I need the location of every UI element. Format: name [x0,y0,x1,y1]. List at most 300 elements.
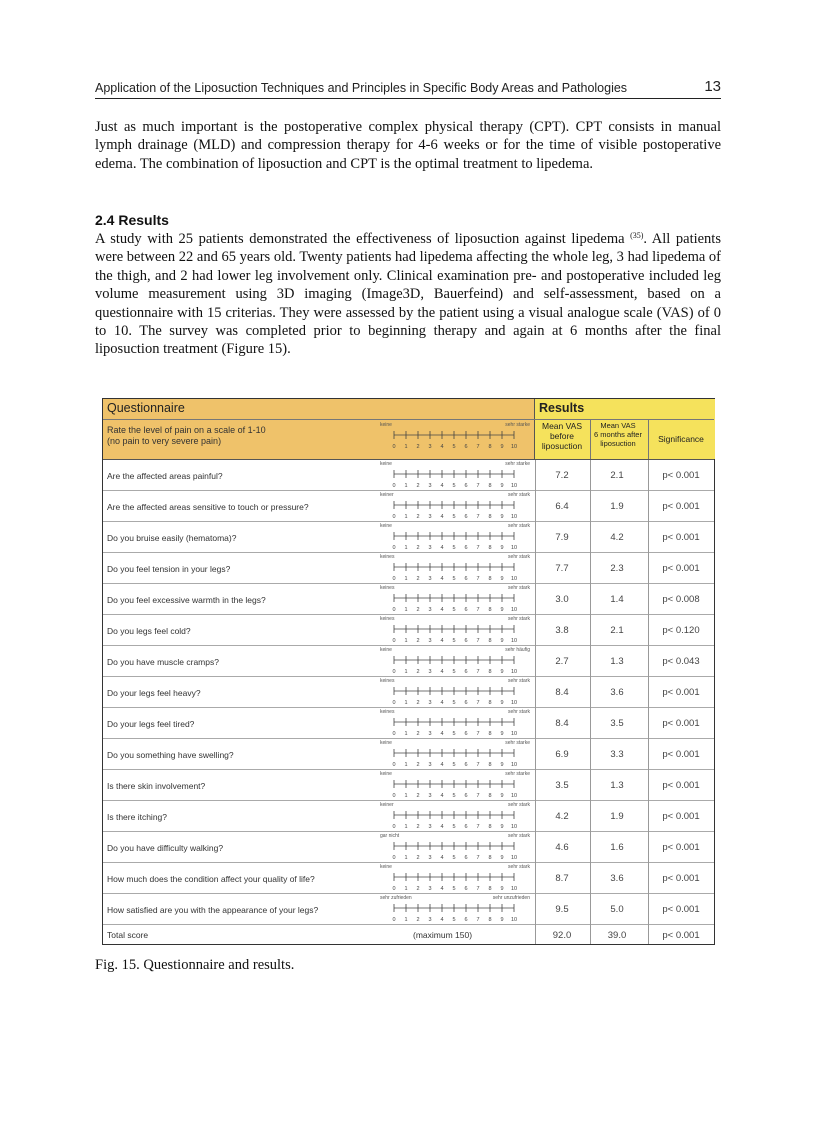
ruler-tick-label: 8 [488,917,492,923]
ruler-tick-label: 7 [476,514,480,520]
ruler-tick-label: 10 [510,917,518,923]
ruler-tick-label: 0 [392,824,396,830]
ruler-tick-label: 2 [416,483,420,489]
vas-scale [380,894,530,925]
table-row [103,708,714,739]
mean-vas-before: 4.6 [555,842,569,853]
vas-left-label: gar nicht [380,833,400,839]
mean-vas-after: 1.9 [610,811,624,822]
question-text: Do you have difficulty walking? [107,843,224,853]
table-row [103,739,714,770]
ruler-tick-label: 0 [392,855,396,861]
ruler-tick-label: 6 [464,886,468,892]
instruction-scale-left-label: keine [380,422,392,428]
ruler-tick-label: 7 [476,700,480,706]
ruler-tick-label: 2 [416,638,420,644]
ruler-tick-label: 8 [488,444,492,450]
mean-vas-after: 1.3 [610,780,624,791]
vas-scale [380,553,530,584]
ruler-tick-label: 3 [428,793,432,799]
vas-left-label: keine [380,523,392,529]
mean-vas-after: 3.3 [610,749,624,760]
ruler-tick-label: 10 [510,855,518,861]
vas-left-label: keine [380,771,392,777]
instruction-line-2: (no pain to very severe pain) [107,436,222,446]
ruler-tick-label: 8 [488,669,492,675]
vas-right-label: sehr stark [508,554,530,560]
ruler-tick-label: 9 [500,576,504,582]
vas-scale [380,832,530,863]
ruler-tick-label: 4 [440,607,444,613]
ruler-tick-label: 3 [428,824,432,830]
table-row [103,863,714,894]
ruler-tick-label: 5 [452,545,456,551]
ruler-tick-label: 6 [464,669,468,675]
significance-value: p< 0.001 [662,904,700,915]
ruler-tick-label: 4 [440,576,444,582]
ruler-tick-label: 9 [500,638,504,644]
ruler-tick-label: 10 [510,731,518,737]
question-text: Do you bruise easily (hematoma)? [107,533,237,543]
ruler-tick-label: 6 [464,638,468,644]
ruler-tick-label: 9 [500,917,504,923]
ruler-tick-label: 1 [404,638,408,644]
table-row [103,646,714,677]
column-divider [648,460,649,944]
ruler-tick-label: 6 [464,824,468,830]
table-row [103,832,714,863]
vas-scale [380,770,530,801]
ruler-tick-label: 3 [428,855,432,861]
mean-vas-before: 4.2 [555,811,569,822]
ruler-tick-label: 6 [464,545,468,551]
ruler-tick-label: 8 [488,483,492,489]
vas-ruler [380,499,530,523]
ruler-tick-label: 6 [464,607,468,613]
instruction-scale-right-label: sehr starke [505,422,530,428]
ruler-tick-label: 1 [404,514,408,520]
ruler-tick-label: 4 [440,545,444,551]
ruler-tick-label: 7 [476,483,480,489]
question-text: Do your legs feel tired? [107,719,195,729]
ruler-tick-label: 8 [488,855,492,861]
vas-left-label: keines [380,554,395,560]
ruler-tick-label: 7 [476,824,480,830]
total-score-row [103,926,714,944]
ruler-tick-label: 10 [510,514,518,520]
ruler-tick-label: 4 [440,514,444,520]
ruler-tick-label: 10 [510,444,518,450]
running-header-title: Application of the Liposuction Techniques and Principles in Specific Body Areas and Pathologies [95,81,628,95]
question-text: Do you something have swelling? [107,750,234,760]
ruler-tick-label: 3 [428,669,432,675]
ruler-tick-label: 4 [440,762,444,768]
ruler-tick-label: 8 [488,793,492,799]
ruler-tick-label: 5 [452,669,456,675]
vas-right-label: sehr unzufrieden [492,895,530,901]
ruler-tick-label: 7 [476,917,480,923]
question-text: Do your legs feel heavy? [107,688,201,698]
ruler-tick-label: 4 [440,917,444,923]
mean-vas-after: 1.9 [610,501,624,512]
ruler-tick-label: 9 [500,824,504,830]
mean-vas-after: 1.6 [610,842,624,853]
mean-vas-after: 3.6 [610,873,624,884]
paragraph-results [95,230,721,359]
vas-ruler [380,592,530,616]
vas-right-label: sehr starke [505,740,530,746]
scale-instruction [107,425,266,447]
vas-right-label: sehr stark [508,833,530,839]
vas-right-label: sehr stark [508,585,530,591]
ruler-tick-label: 8 [488,824,492,830]
significance-value: p< 0.001 [662,687,700,698]
mean-vas-after: 2.1 [610,470,624,481]
vas-ruler [380,716,530,740]
ruler-tick-label: 2 [416,700,420,706]
ruler-tick-label: 3 [428,638,432,644]
question-text: Do you feel tension in your legs? [107,564,231,574]
table-row [103,491,714,522]
table-row [103,584,714,615]
ruler-tick-label: 3 [428,700,432,706]
ruler-tick-label: 1 [404,444,408,450]
vas-ruler [380,685,530,709]
ruler-tick-label: 2 [416,576,420,582]
vas-scale [380,801,530,832]
ruler-tick-label: 4 [440,855,444,861]
table-row [103,522,714,553]
mean-vas-before: 3.8 [555,625,569,636]
ruler-tick-label: 4 [440,483,444,489]
mean-vas-after: 4.2 [610,532,624,543]
ruler-tick-label: 9 [500,444,504,450]
ruler-tick-label: 5 [452,824,456,830]
significance-value: p< 0.001 [662,470,700,481]
vas-ruler [380,654,530,678]
ruler-tick-label: 0 [392,483,396,489]
table-row [103,770,714,801]
mean-vas-after: 5.0 [610,904,624,915]
significance-header: Significance [658,434,704,444]
results-title: Results [539,401,585,415]
ruler-tick-label: 5 [452,700,456,706]
vas-right-label: sehr stark [508,616,530,622]
total-significance: p< 0.001 [662,930,700,941]
ruler-tick-label: 8 [488,762,492,768]
ruler-tick-label: 6 [464,917,468,923]
ruler-tick-label: 3 [428,483,432,489]
mean-vas-before: 3.5 [555,780,569,791]
ruler-tick-label: 4 [440,731,444,737]
ruler-tick-label: 9 [500,514,504,520]
mean-vas-before: 6.4 [555,501,569,512]
ruler-tick-label: 7 [476,793,480,799]
figure-caption: Fig. 15. Questionnaire and results. [95,957,295,973]
ruler-tick-label: 10 [510,638,518,644]
mean-vas-before-header: Mean VAS before liposuction [541,421,583,451]
ruler-tick-label: 10 [510,483,518,489]
ruler-tick-label: 2 [416,731,420,737]
ruler-tick-label: 7 [476,444,480,450]
ruler-tick-label: 7 [476,855,480,861]
ruler-tick-label: 10 [510,886,518,892]
ruler-tick-label: 1 [404,886,408,892]
vas-left-label: keines [380,678,395,684]
reference-35: (35) [630,231,644,240]
vas-left-label: keiner [380,492,394,498]
ruler-tick-label: 10 [510,762,518,768]
significance-value: p< 0.001 [662,563,700,574]
vas-left-label: keine [380,864,392,870]
total-after: 39.0 [607,930,627,941]
total-score-label: Total score [107,930,149,940]
vas-ruler [380,840,530,864]
ruler-tick-label: 1 [404,483,408,489]
ruler-tick-label: 6 [464,483,468,489]
ruler-tick-label: 0 [392,514,396,520]
vas-right-label: sehr häufig [505,647,530,653]
ruler-tick-label: 9 [500,607,504,613]
vas-left-label: keine [380,740,392,746]
questionnaire-figure [102,398,715,945]
ruler-tick-label: 0 [392,669,396,675]
vas-ruler [380,561,530,585]
ruler-tick-label: 9 [500,545,504,551]
ruler-tick-label: 1 [404,762,408,768]
ruler-tick-label: 10 [510,824,518,830]
paragraph-cpt: Just as much important is the postoperative complex physical therapy (CPT). CPT consists in manual lymph drainage (MLD) and compression therapy for 4-6 weeks or for the time of visible postoperative edema. The combination of liposuction and CPT is the optimal treatment to lipedema. [95,119,721,172]
ruler-tick-label: 8 [488,700,492,706]
ruler-tick-label: 9 [500,762,504,768]
running-header [95,80,721,99]
ruler-tick-label: 6 [464,793,468,799]
ruler-tick-label: 5 [452,886,456,892]
ruler-tick-label: 5 [452,731,456,737]
column-divider [535,460,536,944]
significance-value: p< 0.001 [662,718,700,729]
significance-value: p< 0.001 [662,842,700,853]
mean-vas-after: 3.5 [610,718,624,729]
ruler-tick-label: 1 [404,824,408,830]
vas-scale [380,460,530,491]
mean-vas-before: 8.4 [555,687,569,698]
mean-vas-before: 8.7 [555,873,569,884]
ruler-tick-label: 6 [464,762,468,768]
total-score-maximum: (maximum 150) [413,930,473,940]
ruler-tick-label: 8 [488,731,492,737]
ruler-tick-label: 4 [440,886,444,892]
ruler-tick-label: 5 [452,444,456,450]
vas-ruler [380,778,530,802]
table-row [103,894,714,925]
ruler-tick-label: 2 [416,917,420,923]
significance-value: p< 0.120 [662,625,700,636]
ruler-tick-label: 4 [440,669,444,675]
ruler-tick-label: 5 [452,638,456,644]
header-divider [103,419,714,420]
ruler-tick-label: 6 [464,444,468,450]
ruler-tick-label: 5 [452,917,456,923]
instruction-vas-scale [380,421,530,452]
questionnaire-title: Questionnaire [107,401,185,415]
ruler-tick-label: 2 [416,669,420,675]
vas-ruler [380,809,530,833]
ruler-tick-label: 7 [476,762,480,768]
ruler-tick-label: 5 [452,576,456,582]
ruler-tick-label: 0 [392,886,396,892]
ruler-tick-label: 6 [464,700,468,706]
ruler-tick-label: 8 [488,607,492,613]
vas-scale [380,863,530,894]
ruler-tick-label: 9 [500,886,504,892]
ruler-tick-label: 10 [510,576,518,582]
significance-value: p< 0.008 [662,594,700,605]
ruler-tick-label: 7 [476,607,480,613]
mean-vas-after-header: Mean VAS 6 months after liposuction [594,421,642,448]
ruler-tick-label: 0 [392,607,396,613]
vas-left-label: keines [380,709,395,715]
mean-vas-before: 3.0 [555,594,569,605]
ruler-tick-label: 3 [428,731,432,737]
vas-right-label: sehr stark [508,523,530,529]
ruler-tick-label: 6 [464,514,468,520]
question-text: Are the affected areas painful? [107,471,223,481]
question-text: Do you feel excessive warmth in the legs? [107,595,266,605]
table-row [103,615,714,646]
ruler-tick-label: 5 [452,762,456,768]
vas-scale [380,584,530,615]
ruler-tick-label: 2 [416,514,420,520]
ruler-tick-label: 2 [416,793,420,799]
ruler-tick-label: 8 [488,545,492,551]
ruler-tick-label: 7 [476,669,480,675]
vas-scale [380,491,530,522]
ruler-tick-label: 3 [428,886,432,892]
significance-value: p< 0.001 [662,780,700,791]
mean-vas-before: 7.7 [555,563,569,574]
mean-vas-before: 2.7 [555,656,569,667]
ruler-tick-label: 0 [392,545,396,551]
vas-right-label: sehr starke [505,461,530,467]
ruler-tick-label: 1 [404,545,408,551]
question-text: How much does the condition affect your quality of life? [107,874,315,884]
ruler-tick-label: 10 [510,793,518,799]
ruler-tick-label: 8 [488,514,492,520]
ruler-tick-label: 1 [404,855,408,861]
column-divider [590,460,591,944]
vas-scale [380,522,530,553]
significance-value: p< 0.001 [662,873,700,884]
ruler-tick-label: 9 [500,483,504,489]
ruler-tick-label: 4 [440,824,444,830]
ruler-tick-label: 0 [392,731,396,737]
vas-left-label: keines [380,616,395,622]
ruler-tick-label: 6 [464,576,468,582]
instruction-line-1: Rate the level of pain on a scale of 1-10 [107,425,266,435]
ruler-tick-label: 7 [476,731,480,737]
question-text: Do you legs feel cold? [107,626,191,636]
mean-vas-before: 8.4 [555,718,569,729]
ruler-tick-label: 1 [404,607,408,613]
significance-value: p< 0.001 [662,501,700,512]
table-row [103,801,714,832]
total-before: 92.0 [552,930,572,941]
ruler-tick-label: 0 [392,576,396,582]
vas-left-label: sehr zufrieden [380,895,412,901]
mean-vas-before: 7.9 [555,532,569,543]
vas-scale [380,646,530,677]
significance-value: p< 0.001 [662,811,700,822]
mean-vas-after: 3.6 [610,687,624,698]
table-row [103,677,714,708]
ruler-tick-label: 1 [404,669,408,675]
vas-ruler [380,468,530,492]
page-number: 13 [704,78,721,95]
vas-right-label: sehr stark [508,864,530,870]
ruler-tick-label: 3 [428,607,432,613]
ruler-tick-label: 3 [428,514,432,520]
ruler-tick-label: 5 [452,793,456,799]
ruler-tick-label: 2 [416,607,420,613]
vas-left-label: keines [380,585,395,591]
ruler-tick-label: 10 [510,669,518,675]
table-row [103,553,714,584]
results-text-start: A study with 25 patients demonstrated the effectiveness of liposuction against lipedema [95,231,625,247]
ruler-tick-label: 1 [404,731,408,737]
vas-right-label: sehr starke [505,771,530,777]
ruler-tick-label: 9 [500,731,504,737]
ruler-tick-label: 2 [416,444,420,450]
ruler-tick-label: 9 [500,793,504,799]
ruler-tick-label: 9 [500,700,504,706]
vas-left-label: keiner [380,802,394,808]
ruler-tick-label: 4 [440,793,444,799]
ruler-tick-label: 3 [428,576,432,582]
mean-vas-after: 2.3 [610,563,624,574]
ruler-tick-label: 4 [440,638,444,644]
question-text: Is there itching? [107,812,168,822]
ruler-tick-label: 4 [440,700,444,706]
ruler-tick-label: 5 [452,855,456,861]
vas-ruler [380,623,530,647]
mean-vas-after: 1.4 [610,594,624,605]
mean-vas-after: 1.3 [610,656,624,667]
mean-vas-after: 2.1 [610,625,624,636]
vas-scale [380,739,530,770]
ruler-tick-label: 8 [488,886,492,892]
ruler-tick-label: 2 [416,762,420,768]
ruler-tick-label: 7 [476,545,480,551]
ruler-tick-label: 0 [392,762,396,768]
ruler-tick-label: 2 [416,824,420,830]
ruler-tick-label: 7 [476,638,480,644]
ruler-tick-label: 2 [416,886,420,892]
ruler-tick-label: 5 [452,483,456,489]
vas-right-label: sehr stark [508,492,530,498]
ruler-tick-label: 3 [428,545,432,551]
vas-ruler [380,530,530,554]
ruler-tick-label: 8 [488,638,492,644]
vas-left-label: keine [380,461,392,467]
ruler-tick-label: 7 [476,576,480,582]
mean-vas-before: 7.2 [555,470,569,481]
significance-value: p< 0.043 [662,656,700,667]
vas-right-label: sehr stark [508,802,530,808]
ruler-tick-label: 1 [404,576,408,582]
results-text-end: . All patients were between 22 and 65 years old. Twenty patients had lipedema affecting the whole leg, 3 had lipedema of the thigh, and 2 had lower leg involvement only. Clinical examination pre- and postoperative included leg volume measurement using 3D imaging (Image3D, Bauerfeind) and self-assessment, based on a questionnaire with 15 criterias. They were assessed by the patient using a visual analogue scale (VAS) of 0 to 10. The survey was completed prior to beginning therapy and again at 6 months after the final liposuction treatment (Figure 15). [95,231,721,358]
vas-scale [380,615,530,646]
